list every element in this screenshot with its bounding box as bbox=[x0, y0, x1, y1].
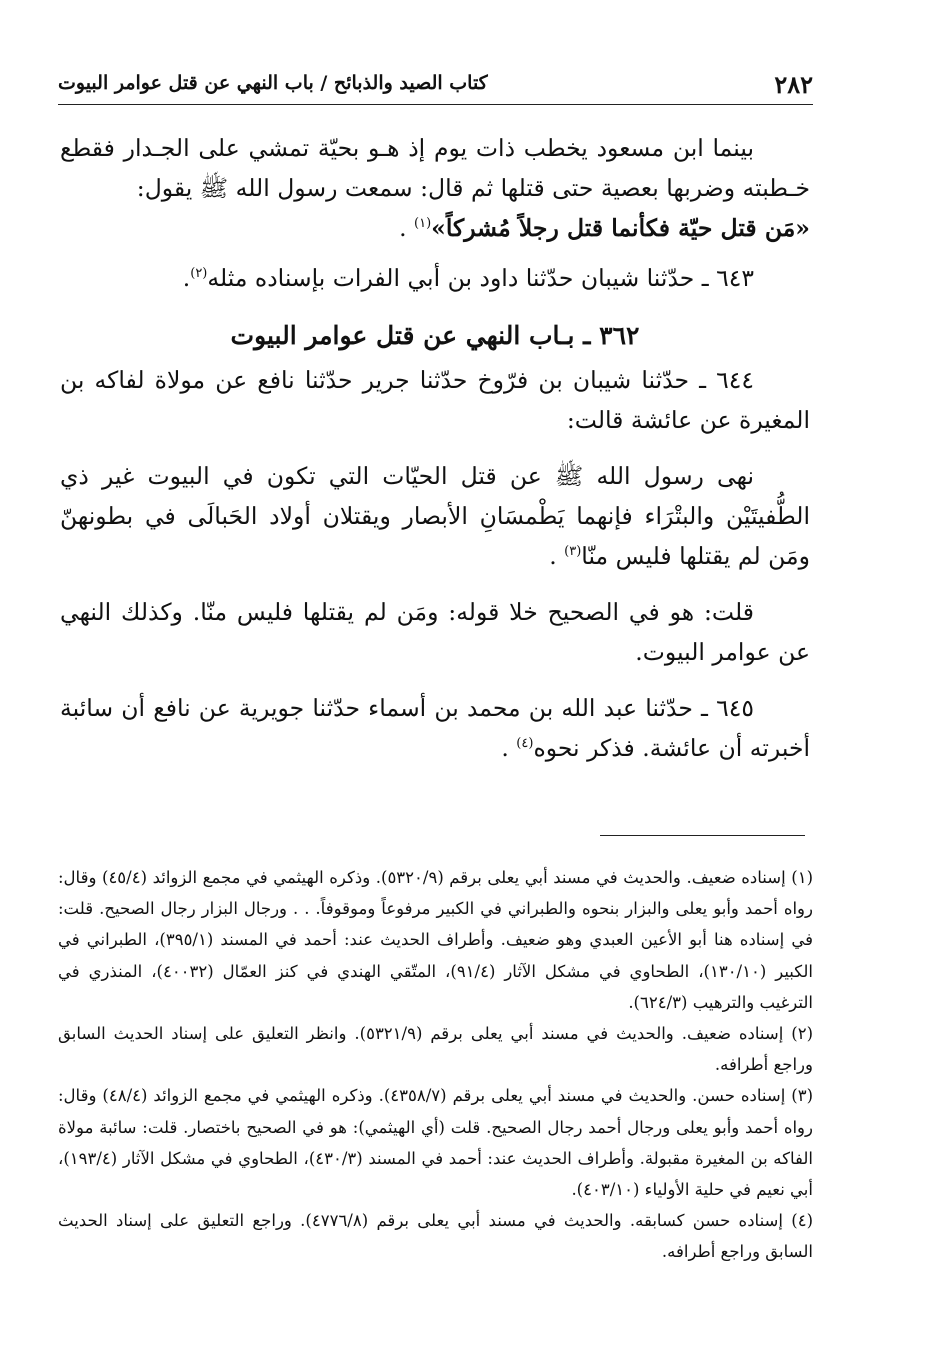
footnotes bbox=[58, 862, 813, 1268]
hadith-644-body bbox=[60, 456, 810, 576]
chapter-heading: ٣٦٢ ـ بـاب النهي عن قتل عوامر البيوت bbox=[230, 321, 640, 350]
comment-text: قلت: هو في الصحيح خلا قوله: ومَن لم يقتلها فليس منّا. وكذلك النهي عن عوامر البيوت. bbox=[60, 598, 810, 666]
running-title: كتاب الصيد والذبائح / باب النهي عن قتل عوامر البيوت bbox=[58, 72, 488, 94]
hadith-643 bbox=[60, 258, 810, 298]
footnote-ref-4: (٤) bbox=[516, 736, 534, 752]
footnote-2: (٢) إسناده ضعيف. والحديث في مسند أبي يعلى برقم (٥٣٢١/٩). وانظر التعليق على إسناد الحديث السابق وراجع أطرافه. bbox=[58, 1024, 813, 1075]
punctuation: . bbox=[501, 734, 517, 762]
hadith-645-text: ٦٤٥ ـ حدّثنا عبد الله بن محمد بن أسماء حدّثنا جويرية عن نافع أن سائبة أخبرته أن عائشة. فذكر نحوه bbox=[60, 694, 810, 762]
punctuation: . bbox=[399, 214, 415, 242]
hadith-644-matn: نهى رسول الله ﷺ عن قتل الحيّات التي تكون في البيوت غير ذي الطُّفيتَيْن والبتْرَاء فإنهما يَطْمسَانِ الأبصار ويقتلان أولاد الحَبالَى في بطونهنّ ومَن لم يقتلها فليس منّا bbox=[60, 462, 810, 570]
hadith-644-isnad: ٦٤٤ ـ حدّثنا شيبان بن فرّوخ حدّثنا جرير حدّثنا نافع عن مولاة لفاكه بن المغيرة عن عائشة قالت: bbox=[60, 366, 810, 434]
footnote-divider bbox=[600, 835, 805, 836]
main-text bbox=[60, 128, 810, 768]
paragraph-narrative bbox=[60, 128, 810, 248]
author-comment bbox=[60, 592, 810, 672]
narrative-text: بينما ابن مسعود يخطب ذات يوم إذ هـو بحيّة تمشي على الجـدار فقطع خـطبته وضربها بعصية حتى قتلها ثم قال: سمعت رسول الله ﷺ يقول: bbox=[60, 134, 810, 202]
footnote-4: (٤) إسناده حسن كسابقه. والحديث في مسند أبي يعلى برقم (٤٧٧٦/٨). وراجع التعليق على إسناد الحديث السابق وراجع أطرافه. bbox=[58, 1211, 813, 1262]
hadith-643-text: ٦٤٣ ـ حدّثنا شيبان حدّثنا داود بن أبي الفرات بإسناده مثله bbox=[207, 264, 754, 292]
punctuation: . bbox=[549, 542, 565, 570]
hadith-644-intro bbox=[60, 360, 810, 440]
hadith-quote: «مَن قتل حيّة فكأنما قتل رجلاً مُشركاً» bbox=[431, 214, 810, 242]
punctuation: . bbox=[182, 264, 191, 292]
header-divider bbox=[58, 104, 813, 105]
footnote-1: (١) إسناده ضعيف. والحديث في مسند أبي يعلى برقم (٥٣٢٠/٩). وذكره الهيثمي في مجمع الزوائد (٤٥/٤) وقال: رواه أحمد وأبو يعلى والبزار بنحوه والطبراني في الكبير مرفوعاً وموقوفاً. . . ورجال البزار رجال الصحيح. قلت: في إسناده هنا أبو الأعين العبدي وهو ضعيف. وأطراف الحديث عند: أحمد في المسند (٣٩٥/١)، الطبراني في الكبير (١٣٠/١٠)، الطحاوي في مشكل الآثار (٩١/٤)، المتّقي الهندي في كنز العمّال (٤٠٠٣٢)، المنذري في الترغيب والترهيب (٦٢٤/٣). bbox=[58, 868, 814, 1012]
page-number: ٢٨٢ bbox=[774, 70, 813, 99]
page-header bbox=[58, 68, 813, 104]
footnote-ref-1: (١) bbox=[414, 216, 432, 232]
hadith-645 bbox=[60, 688, 810, 768]
footnote-ref-2: (٢) bbox=[190, 266, 208, 282]
footnote-3: (٣) إسناده حسن. والحديث في مسند أبي يعلى برقم (٤٣٥٨/٧). وذكره الهيثمي في مجمع الزوائد (٤٨/٤) وقال: رواه أحمد وأبو يعلى ورجال أحمد رجال الصحيح. قلت (أي الهيثمي): هو في الصحيح باختصار. قلت: سائبة مولاة الفاكه بن المغيرة مقبولة. وأطراف الحديث عند: أحمد في المسند (٤٣٠/٣)، الطحاوي في مشكل الآثار (١٩٣/٤)، أبي نعيم في حلية الأولياء (٤٠٣/١٠). bbox=[58, 1086, 813, 1200]
footnote-ref-3: (٣) bbox=[564, 544, 582, 560]
